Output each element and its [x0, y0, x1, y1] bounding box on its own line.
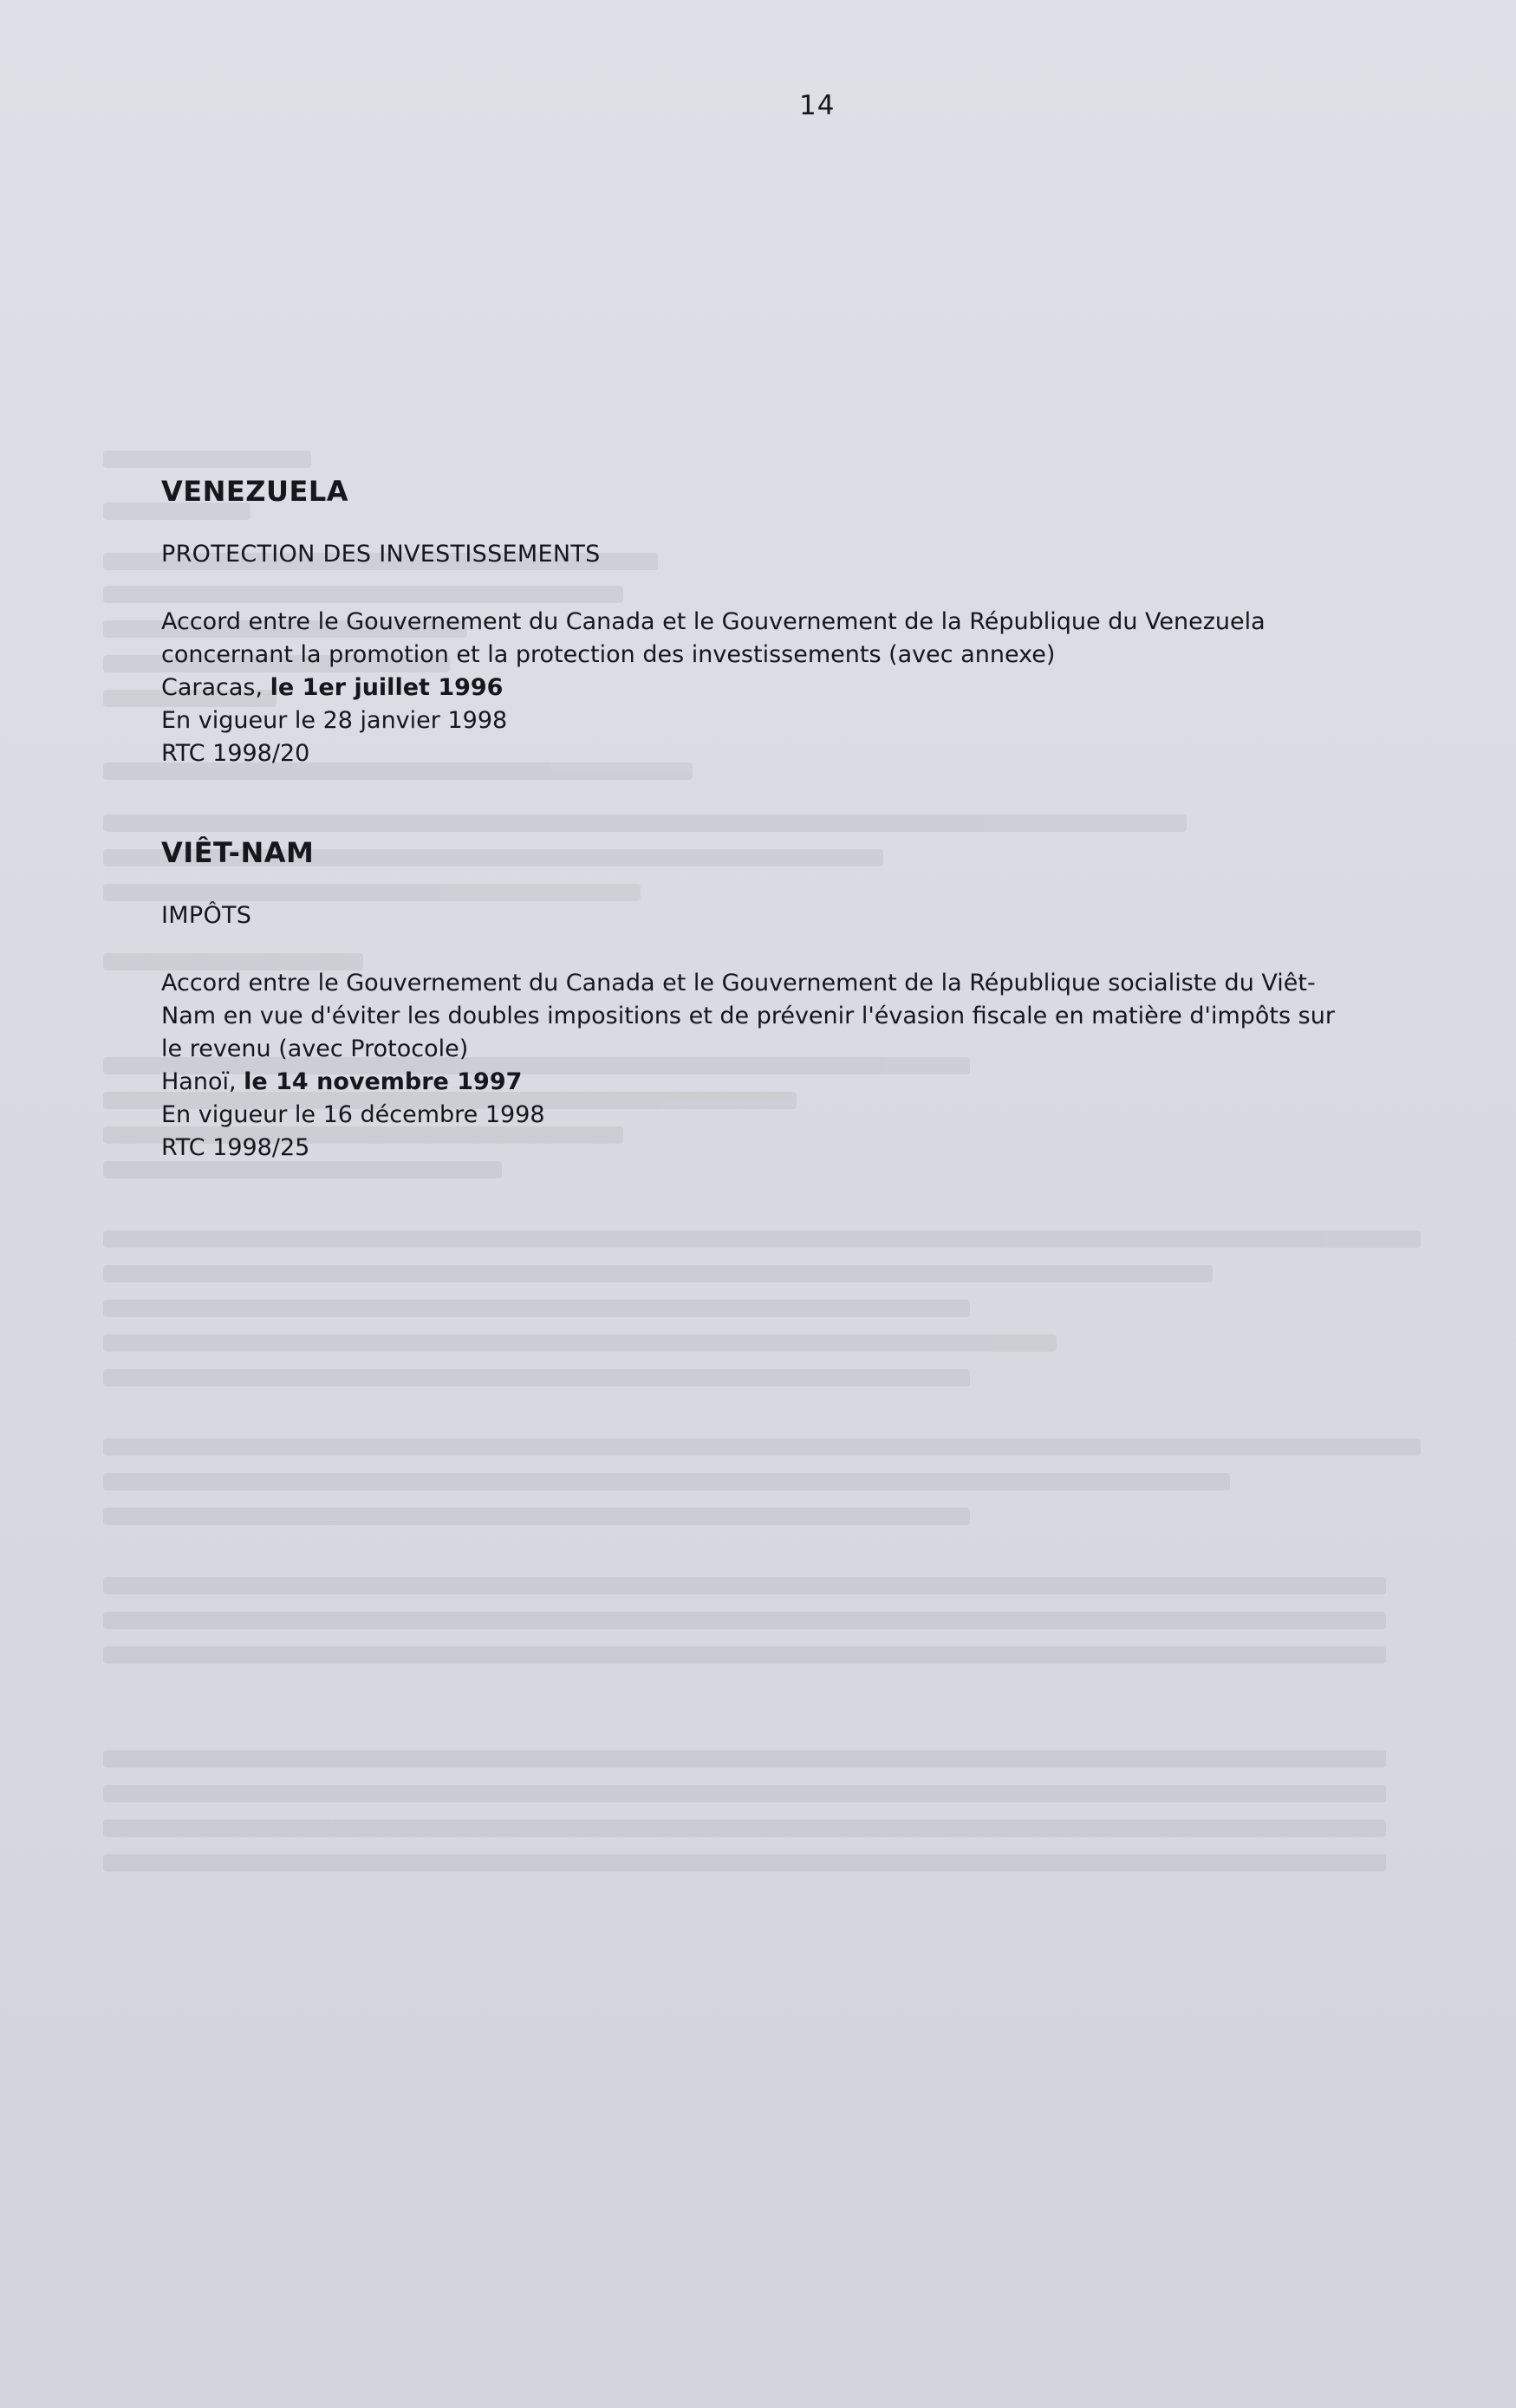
entry-into-force: En vigueur le 28 janvier 1998 — [161, 707, 508, 734]
category-heading: IMPÔTS — [161, 902, 252, 929]
signing-date: le 1er juillet 1996 — [270, 674, 504, 701]
category-heading: PROTECTION DES INVESTISSEMENTS — [161, 541, 601, 568]
treaty-reference: RTC 1998/25 — [161, 1134, 310, 1161]
treaty-reference: RTC 1998/20 — [161, 740, 310, 767]
treaty-title-line: Accord entre le Gouvernement du Canada et le Gouvernement de la République socialiste du Viêt- — [161, 970, 1316, 996]
treaty-title-line: Accord entre le Gouvernement du Canada et le Gouvernement de la République du Venezuela — [161, 608, 1266, 635]
country-heading: VENEZUELA — [161, 475, 348, 508]
country-heading: VIÊT-NAM — [161, 836, 315, 869]
signing-line — [161, 672, 1461, 704]
signing-line — [161, 1066, 1461, 1099]
treaty-title-line: Nam en vue d'éviter les doubles impositions et de prévenir l'évasion fiscale en matière d'impôts sur — [161, 1003, 1335, 1029]
page-number: 14 — [799, 90, 836, 121]
signing-date: le 14 novembre 1997 — [244, 1068, 523, 1095]
treaty-section-vietnam — [161, 836, 1461, 1165]
treaty-section-venezuela — [161, 475, 1461, 770]
signing-place: Caracas, — [161, 674, 270, 701]
treaty-entry — [161, 967, 1461, 1165]
entry-into-force: En vigueur le 16 décembre 1998 — [161, 1101, 545, 1128]
treaty-title-line: concernant la promotion et la protection des investissements (avec annexe) — [161, 641, 1056, 668]
treaty-title-line: le revenu (avec Protocole) — [161, 1035, 469, 1062]
treaty-entry — [161, 606, 1461, 770]
signing-place: Hanoï, — [161, 1068, 244, 1095]
